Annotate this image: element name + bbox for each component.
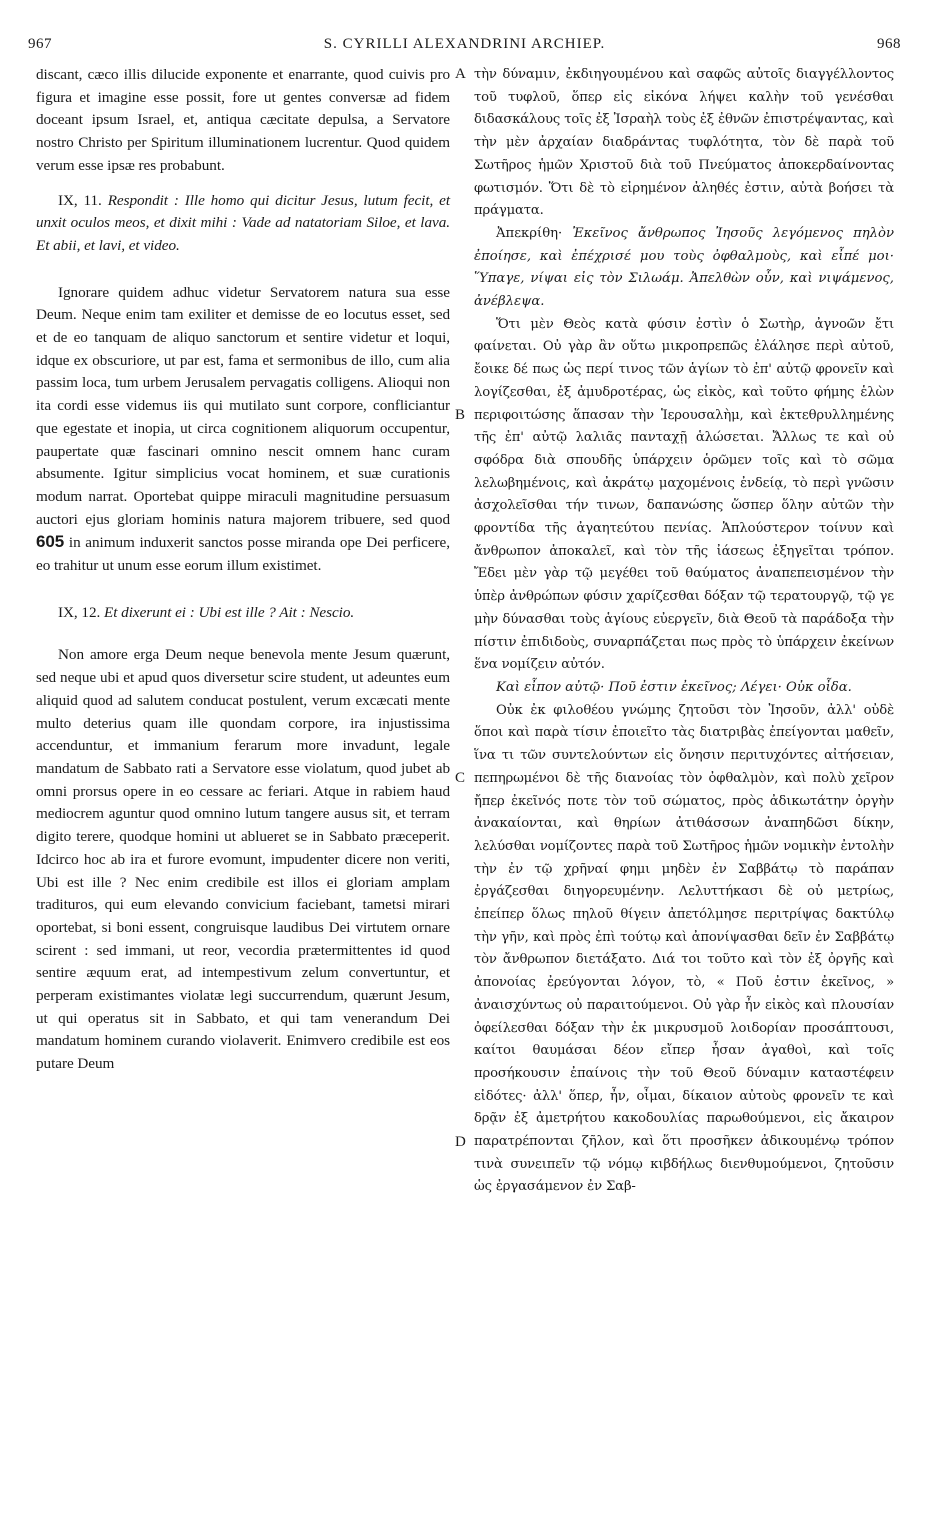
inline-page-marker: 605 bbox=[36, 532, 65, 552]
latin-paragraph-2-part-2: in animum induxerit sanctos posse miranda ope Dei perficere, eo trahitur ut unum esse eorum illum existimet. bbox=[36, 534, 450, 575]
running-header bbox=[28, 36, 901, 58]
section-number: IX, 12. bbox=[58, 603, 101, 621]
greek-paragraph-2: Ὅτι μὲν Θεὸς κατὰ φύσιν ἐστὶν ὁ Σωτὴρ, ἀγνοῶν ἔτι φαίνεται. Οὐ γὰρ ἂν οὕτω μικροπρεπῶς ἐλάλησε περὶ αὐτοῦ, ἔοικε δέ πως ὡς περί τινος τῶν ἁγίων τὸ ἐπ' αὐτῷ φρονεῖν καὶ λογίζεσθαι, ἐξ ἀμυδροτέρας, ὡς εἰκὸς, καὶ τοῦτο φήμης ἑλὼν περιφοιτώσης ἅπασαν τὴν Ἱερουσαλὴμ, καὶ ἐκτεθρυλλημένης τῆς ἐπ' αὐτῷ λαλιᾶς πανταχῇ ἁλώσεται. Ἄλλως τε καὶ οὐ σφόδρα διὰ σπουδῆς ὑπάρχειν ὁρῶμεν τοῖς καὶ τὸ σῶμα λελωβημένοις, καὶ ἀκράτῳ μαχομένοις ἐνδείᾳ, τὸ περὶ γνῶσιν ἀσχολεῖσθαι τήν τινων, δαπανώσης ὥσπερ ὅλην αὐτῶν τὴν φροντίδα τῆς ἀγαητεύτου πενίας. Ἁπλούστερον τοίνυν καὶ ἄνθρωπον ἀποκαλεῖ, καὶ τὸν τῆς ἰάσεως ἐξηγεῖται τρόπον. Ἔδει μὲν γὰρ τῷ μεγέθει τοῦ θαύματος ἀναπεπεισμένον τὴν ὑπὲρ ἀνθρώπων φύσιν χαρίζεσθαι δόξαν τῷ τερατουργῷ, τῷ γε μὴν δύνασθαι τοὺς ἁγίους εὐεργεῖν, διὰ Θεοῦ τὰ παράδοξα τὴν πίστιν ἐπιδιδοὺς, συναρπάζεται πως πρὸς τὸ ὑπάρχειν ἐκείνων ἕνα νομίζειν αὐτόν. bbox=[474, 316, 894, 673]
latin-paragraph-1: discant, cæco illis dilucide exponente et enarrante, quod cuivis pro figura et imagine esse possit, fore ut gentes conversæ ad fidem doceant ipsum Israel, et, antiqua cæcitate depulsa, a Servatore nostro Christo per Spiritum illuminationem lucrentur. Quod quidem verum esse ipsæ res probabunt. bbox=[36, 66, 450, 174]
lemma-text: Et dixerunt ei : Ubi est ille ? Ait : Nescio. bbox=[104, 603, 355, 621]
page-number-left: 967 bbox=[28, 36, 52, 52]
latin-column bbox=[36, 64, 450, 1076]
greek-lemma-ix-12: Καὶ εἶπον αὐτῷ· Ποῦ ἐστιν ἐκεῖνος; Λέγει· Οὐκ οἶδα. bbox=[496, 679, 852, 695]
greek-paragraph-3: Οὐκ ἐκ φιλοθέου γνώμης ζητοῦσι τὸν Ἰησοῦν, ἀλλ' οὐδὲ ὅποι καὶ παρὰ τίσιν ἐποιεῖτο τὰς διατριβὰς ἐπείγονται μαθεῖν, ἵνα τι τῶν συντελούντων εἰς ὄνησιν περιτυχόντες αἰτήσειαν, πεπηρωμένοι δὲ τῆς διανοίας τὸν ὀφθαλμὸν, καὶ πολὺ χεῖρον ἤπερ ἐκεῖνός ποτε τὸν τοῦ σώματος, πρὸς ἀδικωτάτην ὀργὴν ἀνακαίονται, καὶ θηρίων ἀτιθάσσων ἀναπηδῶσι δίκην, λελύσθαι νομίζοντες παρὰ τοῦ Σωτῆρος ἡμῶν νομικὴν ἐντολὴν τὴν ἐν τῷ χρῆναί φημι μηδὲν ἐν Σαββάτῳ τὸ παράπαν ἐργάζεσθαι διηγορευμένην. Λελυττήκασι δὲ οὐ μετρίως, ἐπείπερ ὅλως πηλοῦ θίγειν ἀπετόλμησε περιτρίψας δακτύλῳ τὴν γῆν, καὶ πρὸς ἐπὶ τούτῳ καὶ ἀπονίψασθαι δεῖν ἐν Σαββάτῳ τὸν ἄνθρωπον διετάξατο. Διά τοι τοῦτο καὶ τὸν ἐξ ὀργῆς καὶ ἀπονοίας ἐρεύγονται λόγον, τὸ, « Ποῦ ἐστιν ἐκεῖνος, » ἀναισχύντως οὐ παραιτούμενοι. Οὐ γὰρ ἦν εἰκὸς καὶ πλουσίαν ὀφείλεσθαι δόξαν τὴν ἐκ μικρυσμοῦ λοιδορίαν προσάπτουσι, καίτοι θαυμάσαι δέον εἴπερ ἦσαν ἀγαθοὶ, καὶ τοῖς προσήκουσιν ἐπαίνοις τὴν τοῦ Θεοῦ δύναμιν καταστέφειν εἰδότες· ἀλλ' ὅπερ, ἦν, οἶμαι, δίκαιον αὐτοὺς φρονεῖν τε καὶ δρᾷν ἐξ ἀμετρήτου κακοδουλίας παρωθούμενοι, εἰς ἄκαιρον παρατρέπονται ζῆλον, καὶ ὅτι προσῆκεν ἀδικουμένῳ τρόπον τινὰ συνειπεῖν τῷ νόμῳ κιβδήλως διενθυμούμενοι, ζητοῦσιν ὡς ἐργασάμενον ἐν Σαβ- bbox=[474, 702, 894, 1195]
latin-paragraph-3: Non amore erga Deum neque benevola mente Jesum quærunt, sed neque ubi et apud quos diversetur scire student, ut adeuntes eum aliquid quod ad salutem conducat postulent, verum excæcati mente multo deterius quam ille quondam corpore, ira injustissima accenduntur, et immanium ferarum more invadunt, legale mandatum de Sabbato rati a Servatore esse violatum, quod jubet ab omni prorsus opere in eo cessare ac feriari. Atque in rabiem haud mediocrem aguntur quod omnino lutum tangere ausus sit, et terram digito terere, quodque homini ut ablueret se in Sabbato præceperit. Idcirco hoc ab ira et furore evomunt, impudenter dicere non veriti, Ubi est ille ? Nec enim credibile est illos ei gloriam amplam tradituros, qui eum elevando convicium faciebant, tametsi mirari oportebat, si boni essent, congruisque laudibus Dei virtutem ornare scirent : sed immani, ut reor, vecordia prætermittentes id quod sentire æquum erat, ad intempestivum zelum convertuntur, et perperam existimantes violatæ legi succurrendum, quærunt Jesum, ut qui operatus sit in Sabbato, et qui tam venerandum Dei mandatum hominem curando violaverit. Enimvero credibile est eos putare Deum bbox=[36, 646, 450, 1073]
greek-column bbox=[474, 64, 894, 1199]
margin-letter-d: D bbox=[455, 1134, 466, 1150]
margin-letter-a: A bbox=[455, 66, 466, 82]
page-number-right: 968 bbox=[877, 36, 901, 52]
margin-letter-b: B bbox=[455, 407, 466, 423]
lemma-lead: Ἀπεκρίθη· bbox=[496, 225, 563, 241]
margin-letter-c: C bbox=[455, 770, 466, 786]
running-title: S. CYRILLI ALEXANDRINI ARCHIEP. bbox=[323, 36, 606, 52]
latin-paragraph-2 bbox=[36, 282, 450, 578]
lemma-text: Ἐκεῖνος ἄνθρωπος Ἰησοῦς λεγόμενος πηλὸν ἐποίησε, καὶ ἐπέχρισέ μου τοὺς ὀφθαλμοὺς, καὶ εἶπέ μοι· Ὕπαγε, νίψαι εἰς τὸν Σιλωάμ. Ἀπελθὼν οὖν, καὶ νιψάμενος, ἀνέβλεψα. bbox=[474, 225, 894, 310]
greek-paragraph-1: τὴν δύναμιν, ἐκδιηγουμένου καὶ σαφῶς αὐτοῖς διαγγέλλοντος τοῦ τυφλοῦ, ὅπερ εἰς εἰκόνα λήψει καλὴν τοῦ γενέσθαι διδασκάλους τοῖς ἐξ Ἰσραὴλ τοὺς ἐξ ἐθνῶν ἐπιστρέψαντας, καὶ τὴν μὲν ἀρχαίαν διαδράντας τυφλότητα, τὸν δὲ παρὰ τοῦ Σωτῆρος ἡμῶν Χριστοῦ διὰ τοῦ Πνεύματος ἀποκερδαίνοντας φωτισμόν. Ὅτι δὲ τὸ εἰρημένον ἀληθές ἐστιν, αὐτὰ βοήσει τὰ πράγματα. bbox=[474, 67, 894, 219]
lemma-text: Respondit : Ille homo qui dicitur Jesus, lutum fecit, et unxit oculos meos, et dixit mihi : Vade ad natatoriam Siloe, et lava. Et abii, et lavi, et video. bbox=[36, 191, 450, 254]
section-number: IX, 11. bbox=[58, 191, 102, 209]
latin-lemma-ix-11 bbox=[36, 190, 450, 258]
greek-lemma-ix-11 bbox=[474, 223, 894, 314]
latin-paragraph-2-part-1: Ignorare quidem adhuc videtur Servatorem natura sua esse Deum. Neque enim tam exiliter et demisse de eo locutus esset, sed et de eo tanquam de aliquo sanctorum et sentire videtur et loqui, idque ex obscuriore, ut par est, fama et sermonibus de illo, cum alia passim loca, tum urbem Jerusalem pervagatis colligens. Alioqui non ita cordi esse videmus iis qui mutilato sunt corpore, confliciantur que egestate et inopia, ut circa cognitionem aliquorum occupentur, paupertate quæ fascinari omnino nescit omnem hanc curam absumente. Igitur simplicius vocat hominem, et suæ curationis modum narrat. Oportebat quippe miraculi magnitudine persuasum auctori ejus gloriam hominis natura majorem tribuere, sed quod bbox=[36, 283, 450, 528]
latin-lemma-ix-12 bbox=[36, 602, 450, 625]
